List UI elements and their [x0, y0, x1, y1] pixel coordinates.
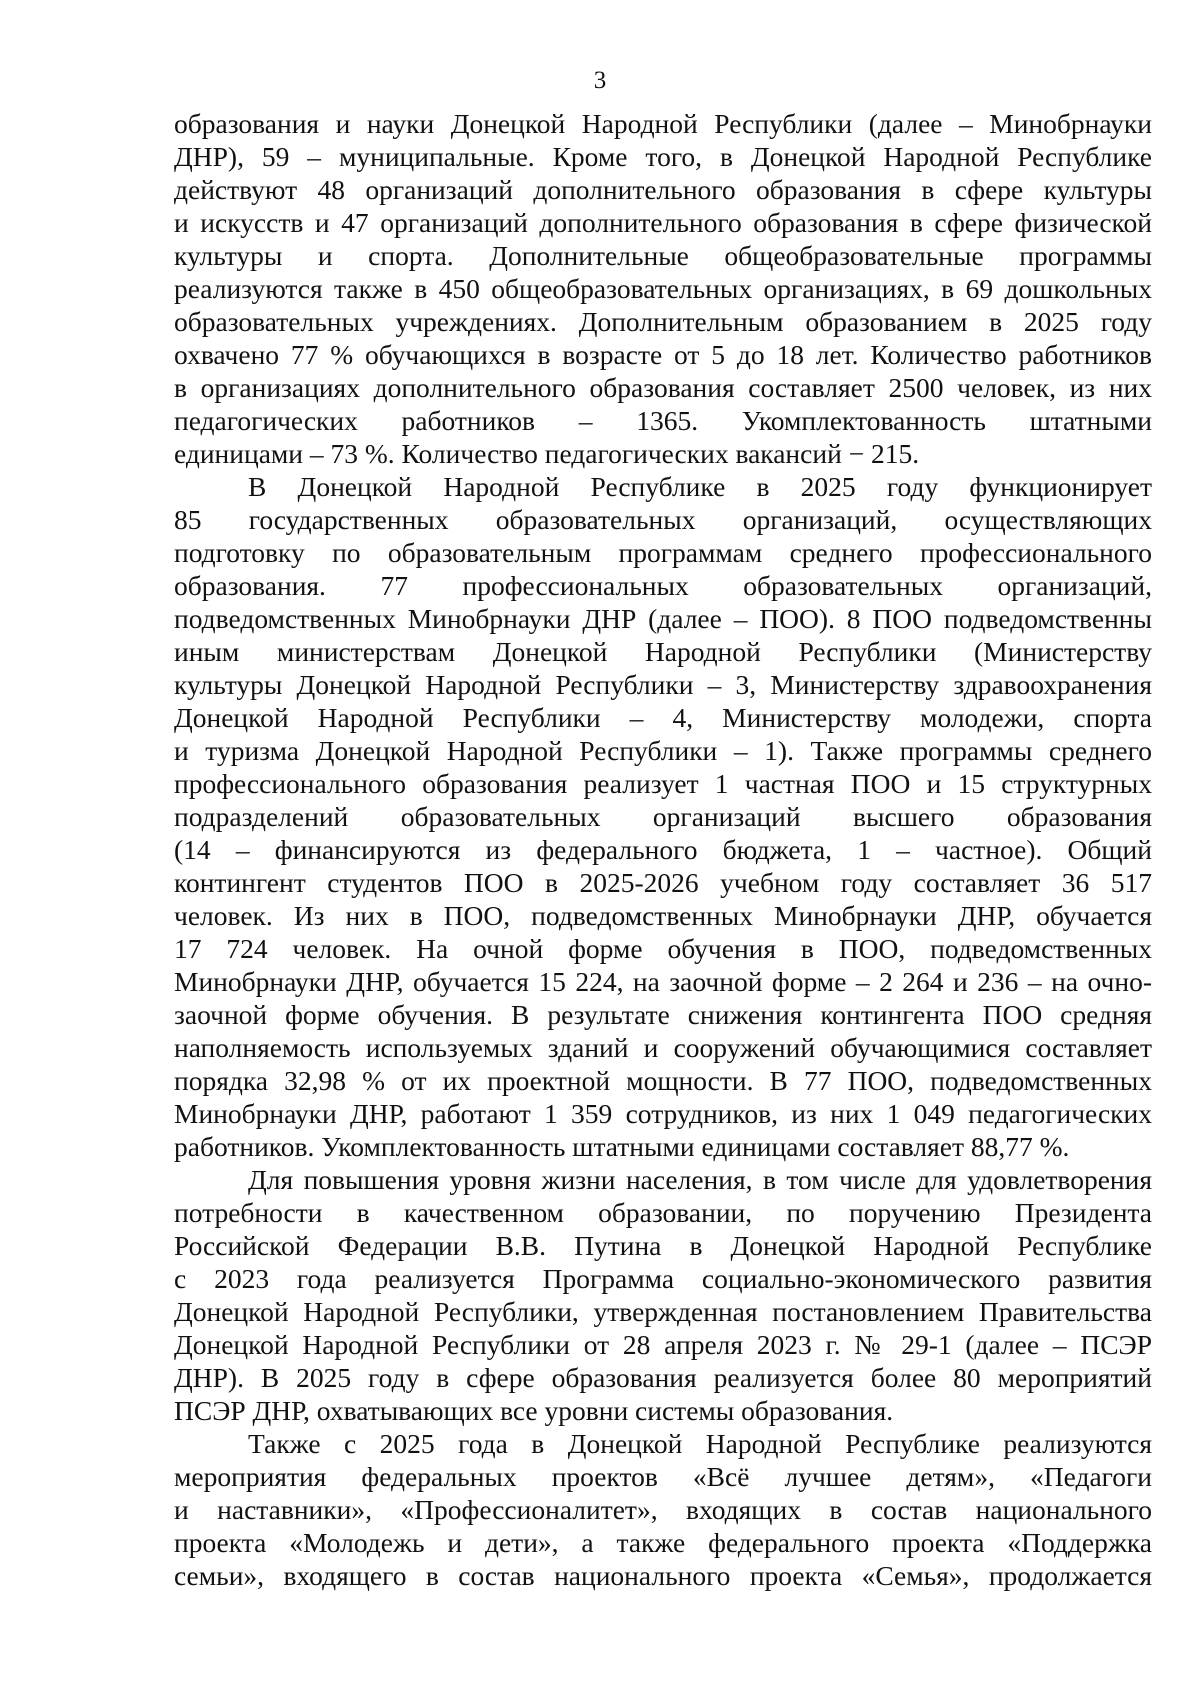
text-line: и искусств и 47 организаций дополнительного образования в сфере физической	[174, 207, 1152, 238]
text-line: педагогических работников – 1365. Укомплектованность штатными	[174, 405, 1152, 436]
paragraph-3	[174, 1163, 1152, 1427]
text-line: образования и науки Донецкой Народной Республики (далее – Минобрнауки	[174, 108, 1152, 139]
text-line: ДНР), 59 – муниципальные. Кроме того, в Донецкой Народной Республике	[174, 141, 1152, 172]
text-line: В Донецкой Народной Республике в 2025 году функционирует	[248, 471, 1152, 502]
text-line: Также с 2025 года в Донецкой Народной Республике реализуются	[248, 1428, 1152, 1459]
text-line: подразделений образовательных организаций высшего образования	[174, 801, 1152, 832]
text-line: Для повышения уровня жизни населения, в том числе для удовлетворения	[248, 1164, 1152, 1195]
text-line: наполняемость используемых зданий и сооружений обучающимися составляет	[174, 1032, 1152, 1063]
text-line: (14 – финансируются из федерального бюджета, 1 – частное). Общий	[174, 834, 1152, 865]
text-line: ПСЭР ДНР, охватывающих все уровни системы образования.	[174, 1395, 894, 1426]
text-line: контингент студентов ПОО в 2025-2026 учебном году составляет 36 517	[174, 867, 1152, 898]
text-line: единицами – 73 %. Количество педагогических вакансий − 215.	[174, 438, 920, 469]
text-line: подведомственных Минобрнауки ДНР (далее – ПОО). 8 ПОО подведомственны	[174, 603, 1152, 634]
text-line: 85 государственных образовательных организаций, осуществляющих	[174, 504, 1152, 535]
paragraph-1	[174, 107, 1152, 470]
text-line: и наставники», «Профессионалитет», входящих в состав национального	[174, 1494, 1152, 1525]
text-line: потребности в качественном образовании, по поручению Президента	[174, 1197, 1152, 1228]
text-line: культуры и спорта. Дополнительные общеобразовательные программы	[174, 240, 1152, 271]
text-line: работников. Укомплектованность штатными единицами составляет 88,77 %.	[174, 1131, 1070, 1162]
text-line: проекта «Молодежь и дети», а также федерального проекта «Поддержка	[174, 1527, 1152, 1558]
text-line: реализуются также в 450 общеобразовательных организациях, в 69 дошкольных	[174, 273, 1152, 304]
text-line: профессионального образования реализует 1 частная ПОО и 15 структурных	[174, 768, 1152, 799]
text-line: Донецкой Народной Республики, утвержденная постановлением Правительства	[174, 1296, 1152, 1327]
page-number: 3	[593, 67, 607, 94]
text-line: Минобрнауки ДНР, обучается 15 224, на заочной форме – 2 264 и 236 – на очно-	[174, 966, 1152, 997]
text-line: человек. Из них в ПОО, подведомственных Минобрнауки ДНР, обучается	[174, 900, 1152, 931]
text-line: и туризма Донецкой Народной Республики – 1). Также программы среднего	[174, 735, 1152, 766]
text-line: подготовку по образовательным программам среднего профессионального	[174, 537, 1152, 568]
text-line: порядка 32,98 % от их проектной мощности. В 77 ПОО, подведомственных	[174, 1065, 1152, 1096]
paragraph-4	[174, 1427, 1152, 1592]
text-line: Минобрнауки ДНР, работают 1 359 сотрудников, из них 1 049 педагогических	[174, 1098, 1152, 1129]
text-line: Донецкой Народной Республики от 28 апреля 2023 г. № 29-1 (далее – ПСЭР	[174, 1329, 1152, 1360]
document-body	[174, 107, 1152, 1592]
text-line: 17 724 человек. На очной форме обучения в ПОО, подведомственных	[174, 933, 1152, 964]
text-line: образовательных учреждениях. Дополнительным образованием в 2025 году	[174, 306, 1152, 337]
text-line: ДНР). В 2025 году в сфере образования реализуется более 80 мероприятий	[174, 1362, 1152, 1393]
text-line: семьи», входящего в состав национального проекта «Семья», продолжается	[174, 1560, 1152, 1591]
text-line: действуют 48 организаций дополнительного образования в сфере культуры	[174, 174, 1152, 205]
text-line: Российской Федерации В.В. Путина в Донецкой Народной Республике	[174, 1230, 1152, 1261]
text-line: иным министерствам Донецкой Народной Республики (Министерству	[174, 636, 1152, 667]
text-line: Донецкой Народной Республики – 4, Министерству молодежи, спорта	[174, 702, 1152, 733]
text-line: культуры Донецкой Народной Республики – 3, Министерству здравоохранения	[174, 669, 1152, 700]
text-line: в организациях дополнительного образования составляет 2500 человек, из них	[174, 372, 1152, 403]
text-line: заочной форме обучения. В результате снижения контингента ПОО средняя	[174, 999, 1152, 1030]
paragraph-2	[174, 470, 1152, 1163]
text-line: с 2023 года реализуется Программа социально-экономического развития	[174, 1263, 1152, 1294]
text-line: образования. 77 профессиональных образовательных организаций,	[174, 570, 1152, 601]
text-line: мероприятия федеральных проектов «Всё лучшее детям», «Педагоги	[174, 1461, 1152, 1492]
text-line: охвачено 77 % обучающихся в возрасте от 5 до 18 лет. Количество работников	[174, 339, 1152, 370]
